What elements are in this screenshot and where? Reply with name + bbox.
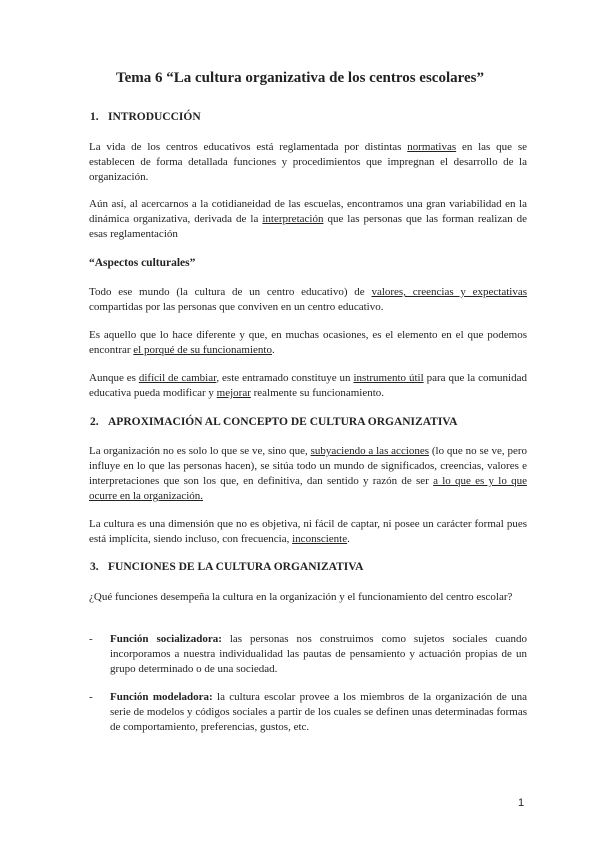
text-run: Aunque es (89, 372, 139, 384)
underlined-term: normativas (407, 141, 457, 153)
document-title: Tema 6 “La cultura organizativa de los centros escolares” (115, 70, 485, 86)
page-number: 1 (518, 797, 525, 809)
text-run: La organización no es solo lo que se ve, sino que, (89, 445, 311, 457)
text-run: Aún así, al acercarnos a la cotidianeidad de las escuelas, encontramos una gran variabilidad en la dinámica organizativa, derivada de la (89, 198, 527, 225)
text-run: realmente su funcionamiento. (250, 387, 385, 399)
section-3-number: 3. (90, 561, 99, 573)
section-1-number: 1. (90, 111, 99, 123)
section-1-heading (90, 111, 201, 123)
section-2-heading (90, 416, 457, 428)
text-run: Es aquello que lo hace diferente y que, en muchas ocasiones, es el elemento en el que podemos encontrar (89, 329, 527, 356)
text-run: que las personas que las forman realizan de esas reglamentación (89, 213, 527, 240)
list-bullet: - (89, 691, 93, 703)
underlined-term: el porqué de su funcionamiento (133, 344, 272, 356)
functions-intro: ¿Qué funciones desempeña la cultura en la organización y el funcionamiento del centro escolar? (89, 591, 513, 603)
function-label: Función socializadora: (110, 633, 222, 645)
function-description: la cultura escolar provee a los miembros de la organización de una serie de modelos y códigos sociales a partir de los cuales se definen unas determinadas formas de comportamiento, preferencias, gustos, etc. (110, 691, 527, 733)
text-run: La cultura es una dimensión que no es objetiva, ni fácil de captar, ni posee un carácter formal pues está implícita, siendo incluso, con frecuencia, (89, 518, 527, 545)
section-1-title: INTRODUCCIÓN (108, 111, 201, 123)
text-run: en las que se establecen de forma detallada funciones y procedimientos que impregnan el desarrollo de la organización. (89, 141, 527, 183)
intro-paragraph-1 (89, 140, 527, 185)
function-description: las personas nos construimos como sujetos sociales cuando incorporamos a nuestra individualidad las pautas de pensamiento y actuación propias de un grupo determinado o de una sociedad. (110, 633, 527, 675)
section-3-title: FUNCIONES DE LA CULTURA ORGANIZATIVA (108, 561, 364, 573)
text-run: . (347, 533, 350, 545)
list-item-text (110, 690, 527, 735)
function-label: Función modeladora: (110, 691, 213, 703)
underlined-term: subyaciendo a las acciones (310, 445, 430, 457)
list-item (89, 632, 527, 677)
section-2-title: APROXIMACIÓN AL CONCEPTO DE CULTURA ORGANIZATIVA (108, 416, 458, 428)
section-2-number: 2. (90, 416, 99, 428)
intro-paragraph-5 (89, 371, 527, 401)
list-item (89, 690, 527, 735)
underlined-term: a lo que es y lo que ocurre en la organización. (89, 475, 527, 502)
underlined-term: inconsciente (292, 533, 348, 545)
underlined-term: valores, creencias y expectativas (371, 286, 527, 298)
underlined-term: difícil de cambiar (138, 372, 217, 384)
intro-paragraph-2 (89, 197, 527, 242)
subheading-aspectos-culturales: “Aspectos culturales” (89, 257, 196, 269)
section-3-heading (90, 561, 363, 573)
intro-paragraph-4 (89, 328, 527, 358)
intro-paragraph-3 (89, 285, 527, 315)
underlined-term: instrumento útil (353, 372, 424, 384)
text-run: . (271, 344, 275, 356)
underlined-term: interpretación (262, 213, 324, 225)
concept-paragraph-2 (89, 517, 527, 547)
text-run: , este entramado constituye un (216, 372, 354, 384)
text-run: Todo ese mundo (la cultura de un centro educativo) de (89, 286, 372, 298)
text-run: (lo que no se ve, pero influye en lo que las personas hacen), se sitúa todo un mundo de significados, creencias, valores e interpretaciones que son los que, en definitiva, dan sentido y razón de ser (89, 445, 527, 487)
underlined-term: mejorar (216, 387, 251, 399)
concept-paragraph-1 (89, 444, 527, 504)
text-run: La vida de los centros educativos está reglamentada por distintas (89, 141, 408, 153)
list-bullet: - (89, 633, 93, 645)
list-item-text (110, 632, 527, 677)
text-run: para que la comunidad educativa pueda modificar y (89, 372, 527, 399)
text-run: compartidas por las personas que conviven en un centro educativo. (89, 301, 384, 313)
